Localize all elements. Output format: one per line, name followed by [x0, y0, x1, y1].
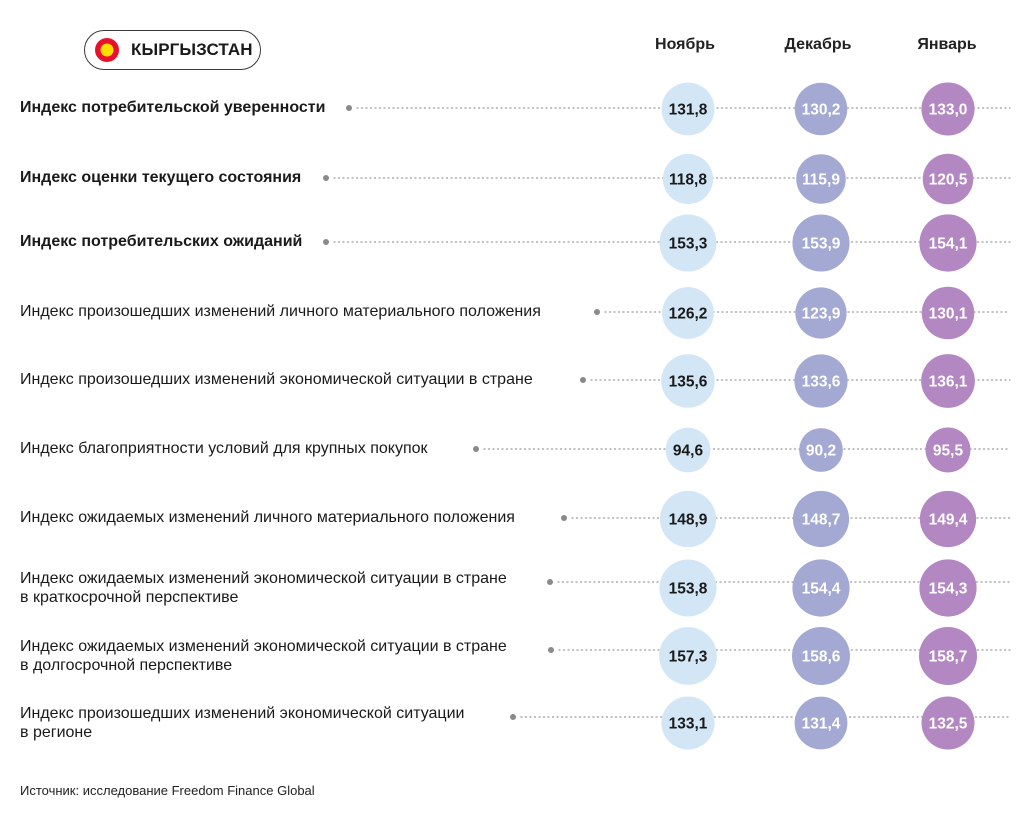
leader-dot [594, 309, 600, 315]
row-label-line: Индекс оценки текущего состояния [20, 169, 302, 186]
value-label-january: 136,1 [928, 373, 968, 391]
value-label-january: 158,7 [928, 648, 968, 666]
value-label-november: 135,6 [668, 373, 708, 391]
row-label-line: Индекс ожидаемых изменений личного материального положения [20, 509, 515, 526]
value-label-november: 153,3 [668, 235, 708, 253]
value-label-january: 95,5 [932, 442, 964, 460]
leader-dot [580, 377, 586, 383]
row-label-line: Индекс ожидаемых изменений экономической ситуации в стране [20, 570, 507, 587]
value-label-november: 118,8 [669, 171, 707, 189]
value-label-january: 133,0 [928, 101, 968, 119]
value-label-january: 149,4 [928, 511, 968, 529]
leader-dot [561, 515, 567, 521]
leader-dot [548, 647, 554, 653]
leader-dot [323, 239, 329, 245]
value-label-january: 132,5 [928, 715, 968, 733]
value-label-january: 154,3 [928, 580, 968, 598]
value-label-december: 115,9 [802, 171, 840, 189]
value-label-november: 126,2 [668, 305, 708, 323]
leader-dot [547, 579, 553, 585]
value-label-january: 120,5 [928, 171, 968, 189]
row-label-line: Индекс ожидаемых изменений экономической ситуации в стране [20, 638, 507, 655]
row-label-line: Индекс потребительских ожиданий [20, 233, 303, 250]
column-header-december: Декабрь [784, 36, 852, 53]
row-label-line: Индекс благоприятности условий для крупных покупок [20, 440, 428, 457]
value-label-december: 123,9 [801, 305, 841, 323]
source-note: Источник: исследование Freedom Finance Global [20, 783, 315, 798]
row-label-line: Индекс произошедших изменений экономической ситуации [20, 705, 465, 722]
value-label-december: 90,2 [805, 442, 837, 460]
column-header-january: Январь [917, 36, 977, 53]
value-label-november: 94,6 [672, 442, 704, 460]
leader-dot [323, 175, 329, 181]
value-label-december: 148,7 [801, 511, 841, 529]
row-label-line: Индекс произошедших изменений экономической ситуации в стране [20, 371, 533, 388]
value-label-december: 158,6 [801, 648, 841, 666]
value-label-january: 154,1 [928, 235, 968, 253]
value-label-december: 131,4 [801, 715, 841, 733]
row-label-line: в долгосрочной перспективе [20, 657, 233, 674]
column-header-november: Ноябрь [655, 36, 715, 53]
leader-dot [473, 446, 479, 452]
value-label-november: 148,9 [668, 511, 708, 529]
value-label-november: 133,1 [668, 715, 708, 733]
value-label-december: 130,2 [801, 101, 841, 119]
value-label-december: 153,9 [801, 235, 841, 253]
row-label-line: в регионе [20, 724, 93, 741]
leader-dot [346, 105, 352, 111]
leader-dot [510, 714, 516, 720]
row-label-line: Индекс произошедших изменений личного материального положения [20, 303, 541, 320]
value-label-november: 157,3 [668, 648, 708, 666]
value-label-december: 133,6 [801, 373, 841, 391]
country-name: КЫРГЫЗСТАН [131, 40, 253, 59]
value-label-november: 131,8 [668, 101, 708, 119]
row-label-line: Индекс потребительской уверенности [20, 99, 326, 116]
value-label-january: 130,1 [928, 305, 968, 323]
value-label-november: 153,8 [668, 580, 708, 598]
value-label-december: 154,4 [801, 580, 841, 598]
row-label-line: в краткосрочной перспективе [20, 589, 239, 606]
